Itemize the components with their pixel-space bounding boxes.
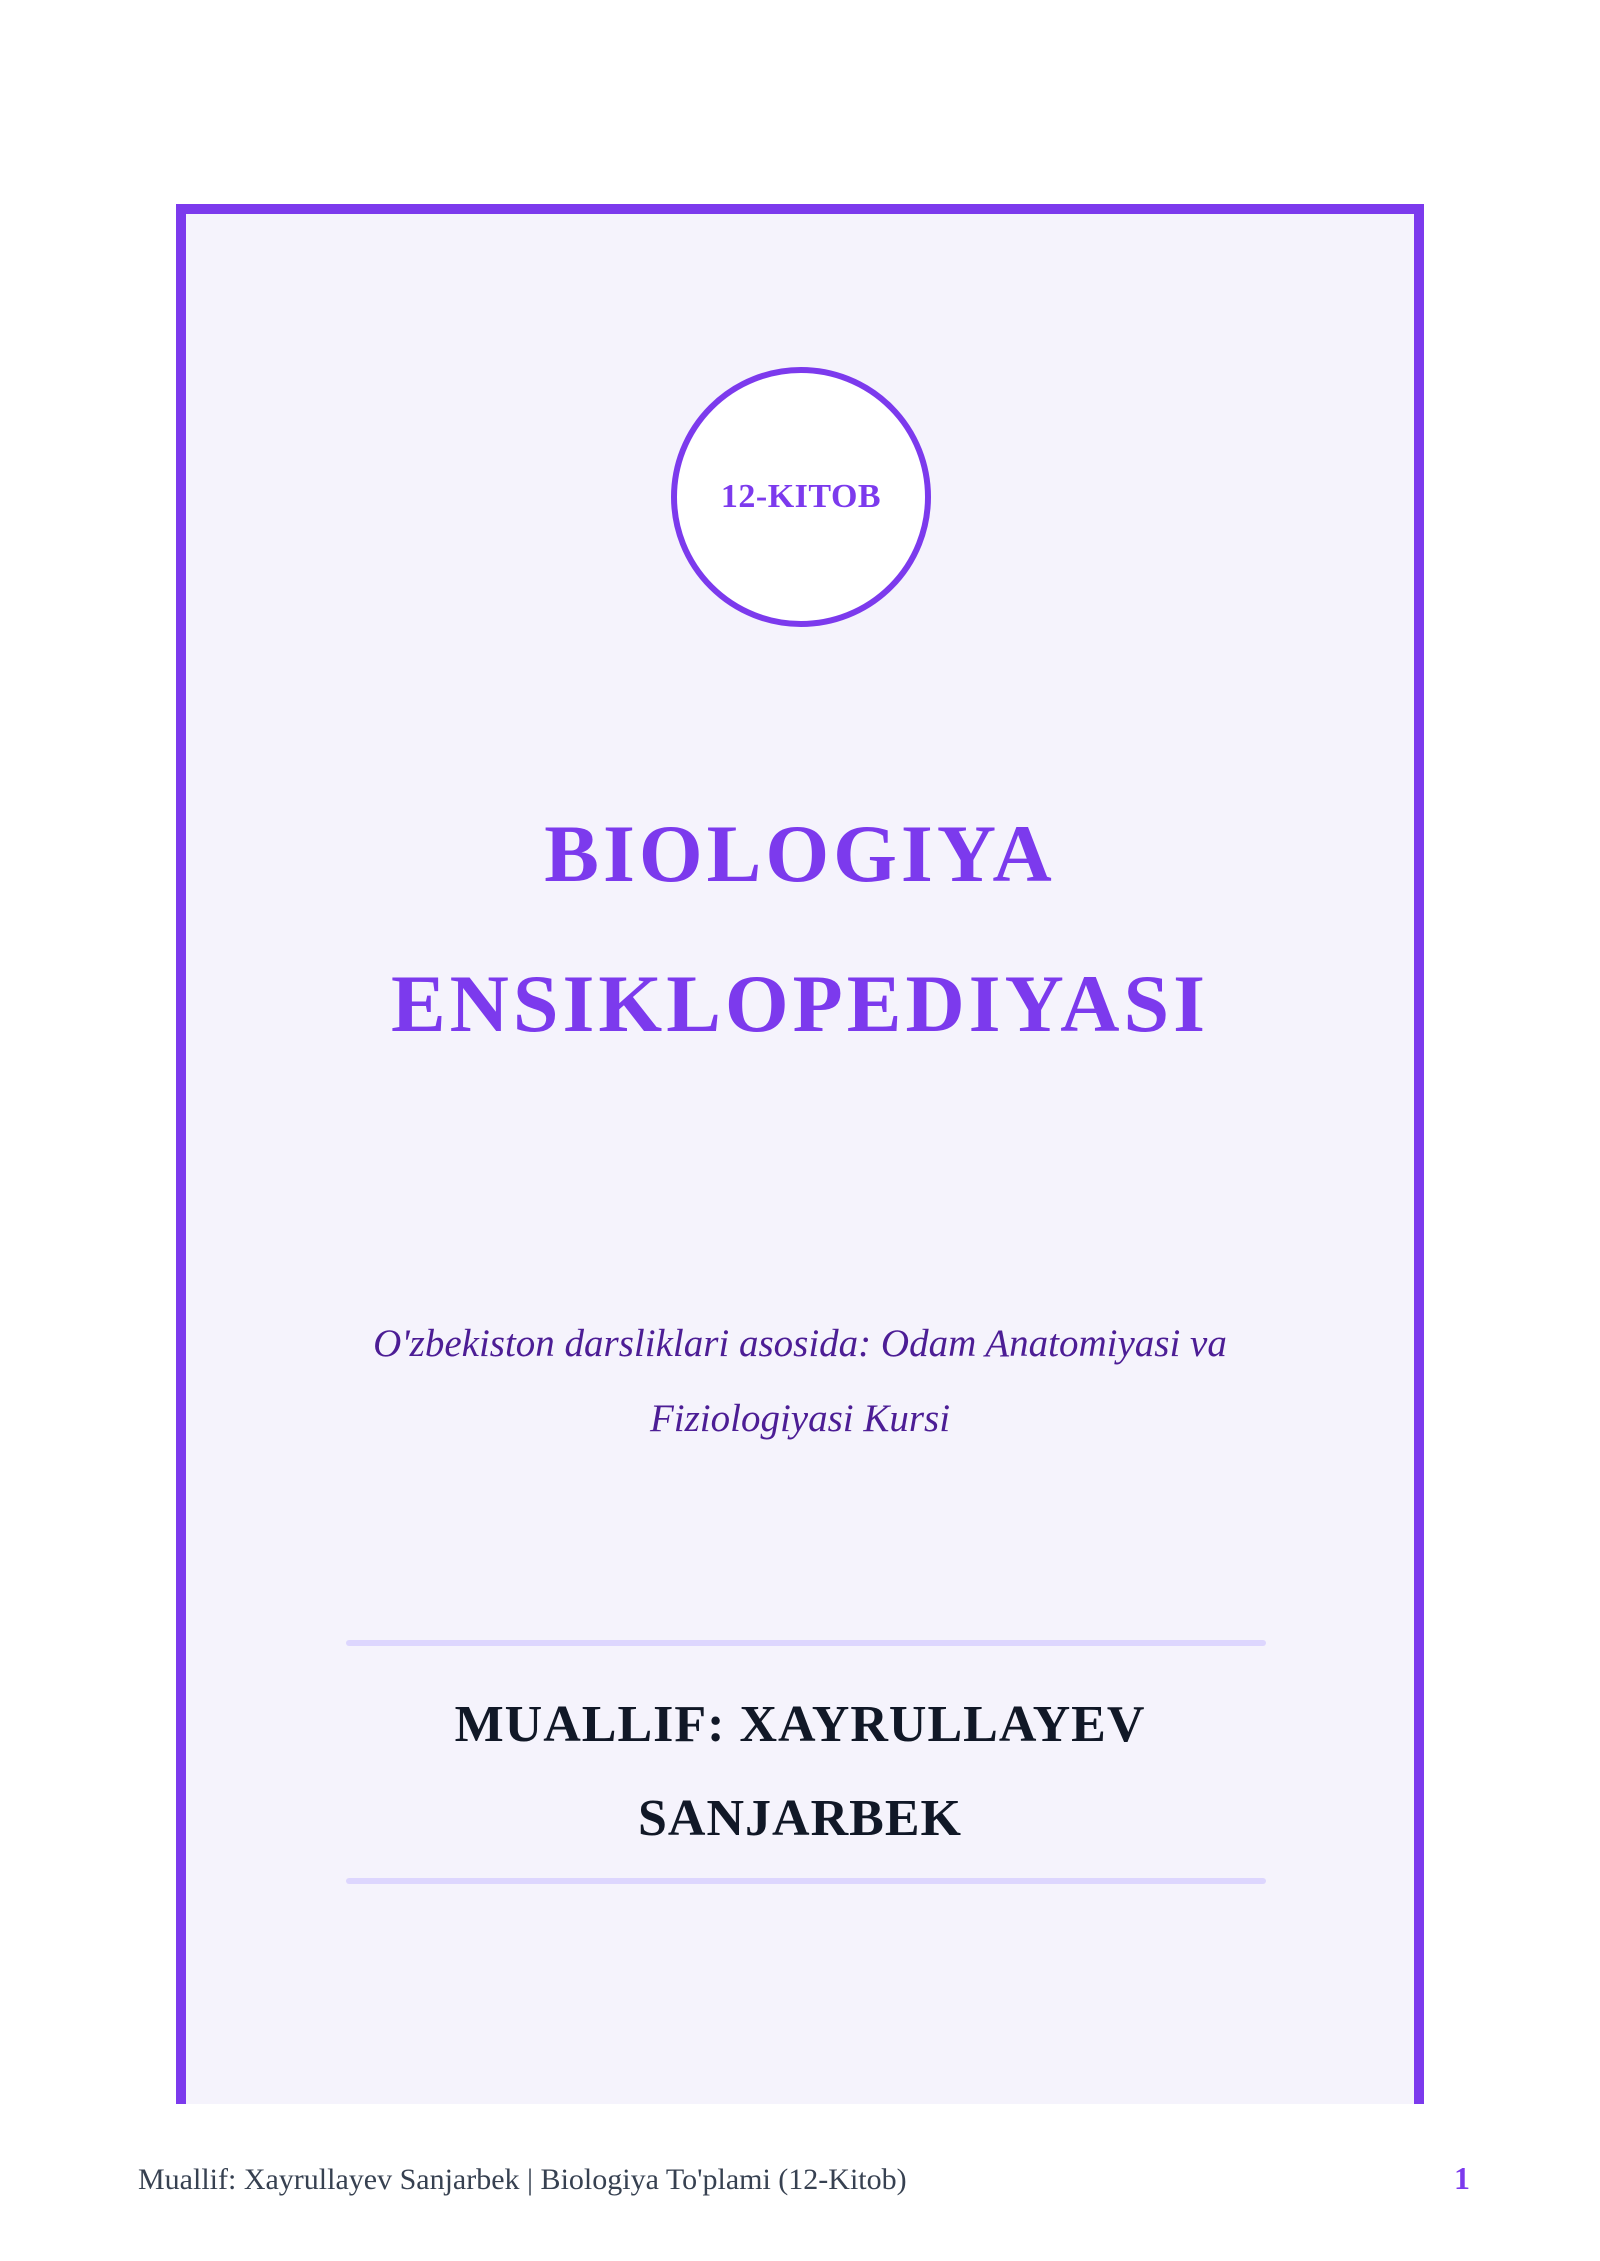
book-number-badge — [671, 367, 931, 627]
book-subtitle: O'zbekiston darsliklari asosida: Odam Anatomiyasi va Fiziologiyasi Kursi — [373, 1322, 1227, 1440]
book-title-line-1: BIOLOGIYA — [544, 808, 1056, 899]
divider-top — [346, 1640, 1266, 1646]
book-title — [186, 779, 1414, 1079]
footer-text: Muallif: Xayrullayev Sanjarbek | Biologiya To'plami (12-Kitob) — [138, 2163, 907, 2196]
author-line-2: SANJARBEK — [638, 1790, 962, 1847]
page-number: 1 — [1454, 2160, 1470, 2196]
cover-frame — [176, 204, 1424, 2104]
book-number-label: 12-KITOB — [720, 478, 882, 515]
author-line-1: MUALLIF: XAYRULLAYEV — [454, 1696, 1146, 1753]
book-title-line-2: ENSIKLOPEDIYASI — [390, 958, 1210, 1049]
divider-bottom — [346, 1878, 1266, 1884]
author-block — [186, 1678, 1414, 1866]
